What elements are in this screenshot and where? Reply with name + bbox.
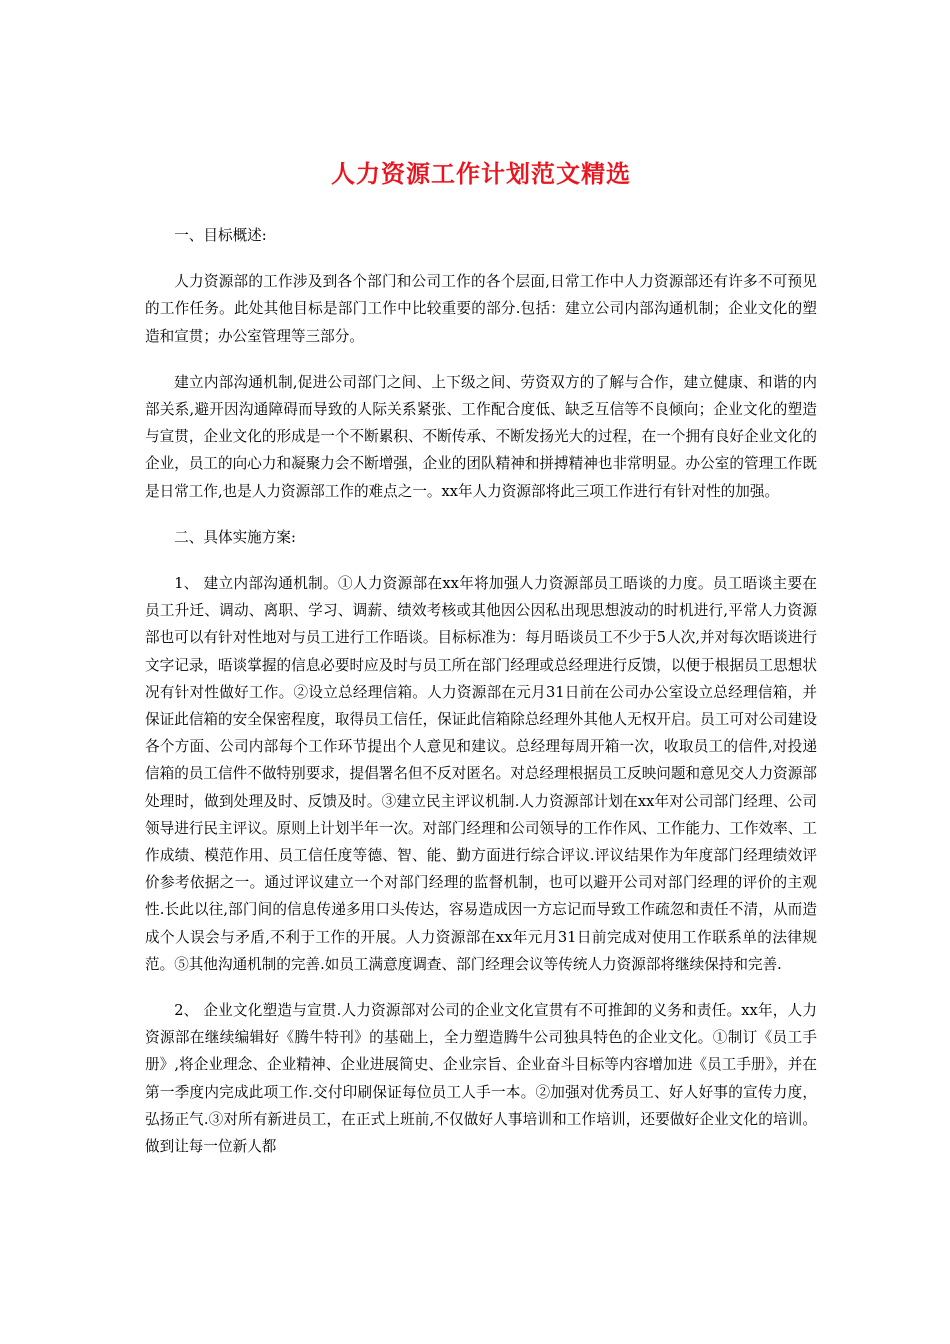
paragraph-item-1: 1、 建立内部沟通机制。①人力资源部在xx年将加强人力资源部员工晤谈的力度。员工晤谈主要在员工升迁、调动、离职、学习、调薪、绩效考核或其他因公因私出现思想波动的时机进行,平常人力资源部也可以有针对性地对与员工进行工作晤谈。目标标准为：每月晤谈员工不少于5人次,并对每次晤谈进行文字记录，晤谈掌握的信息必要时应及时与员工所在部门经理或总经理进行反馈，以便于根据员工思想状况有针对性做好工作。②设立总经理信箱。人力资源部在元月31日前在公司办公室设立总经理信箱，并保证此信箱的安全保密程度，取得员工信任，保证此信箱除总经理外其他人无权开启。员工可对公司建设各个方面、公司内部每个工作环节提出个人意见和建议。总经理每周开箱一次，收取员工的信件,对投递信箱的员工信件不做特别要求，提倡署名但不反对匿名。对总经理根据员工反映问题和意见交人力资源部处理时，做到处理及时、反馈及时。③建立民主评议机制.人力资源部计划在xx年对公司部门经理、公司领导进行民主评议。原则上计划半年一次。对部门经理和公司领导的工作作风、工作能力、工作效率、工作成绩、模范作用、员工信任度等德、智、能、勤方面进行综合评议.评议结果作为年度部门经理绩效评价参考依据之一。通过评议建立一个对部门经理的监督机制，也可以避开公司对部门经理的评价的主观性.长此以往,部门间的信息传递多用口头传达，容易造成因一方忘记而导致工作疏忽和责任不清，从而造成个人误会与矛盾,不利于工作的开展。人力资源部在xx年元月31日前完成对使用工作联系单的法律规范。⑤其他沟通机制的完善.如员工满意度调查、部门经理会议等传统人力资源部将继续保持和完善.: [145, 575, 817, 973]
document-body: [145, 222, 817, 1179]
paragraph-communication-culture: 建立内部沟通机制,促进公司部门之间、上下级之间、劳资双方的了解与合作，建立健康、和谐的内部关系,避开因沟通障碍而导致的人际关系紧张、工作配合度低、缺乏互信等不良倾向；企业文化的塑造与宣贯，企业文化的形成是一个不断累积、不断传承、不断发扬光大的过程，在一个拥有良好企业文化的企业，员工的向心力和凝聚力会不断增强，企业的团队精神和拼搏精神也非常明显。办公室的管理工作既是日常工作,也是人力资源部工作的难点之一。xx年人力资源部将此三项工作进行有针对性的加强。: [145, 373, 817, 500]
section-heading-objectives: 一、目标概述:: [174, 227, 267, 244]
section-heading-implementation: 二、具体实施方案:: [174, 528, 296, 546]
document-title: 人力资源工作计划范文精选: [331, 160, 631, 188]
paragraph-item-2: 2、 企业文化塑造与宣贯.人力资源部对公司的企业文化宣贯有不可推卸的义务和责任。xx年，人力资源部在继续编辑好《腾牛特刊》的基础上，全力塑造腾牛公司独具特色的企业文化。①制订《员工手册》,将企业理念、企业精神、企业进展简史、企业宗旨、企业奋斗目标等内容增加进《员工手册》，并在第一季度内完成此项工作.交付印刷保证每位员工人手一本。②加强对优秀员工、好人好事的宣传力度，弘扬正气.③对所有新进员工，在正式上班前,不仅做好人事培训和工作培训，还要做好企业文化的培训。做到让每一位新人都: [145, 1002, 817, 1156]
paragraph-overview: 人力资源部的工作涉及到各个部门和公司工作的各个层面,日常工作中人力资源部还有许多不可预见的工作任务。此处其他目标是部门工作中比较重要的部分.包括：建立公司内部沟通机制；企业文化的塑造和宣贯；办公室管理等三部分。: [145, 273, 817, 345]
